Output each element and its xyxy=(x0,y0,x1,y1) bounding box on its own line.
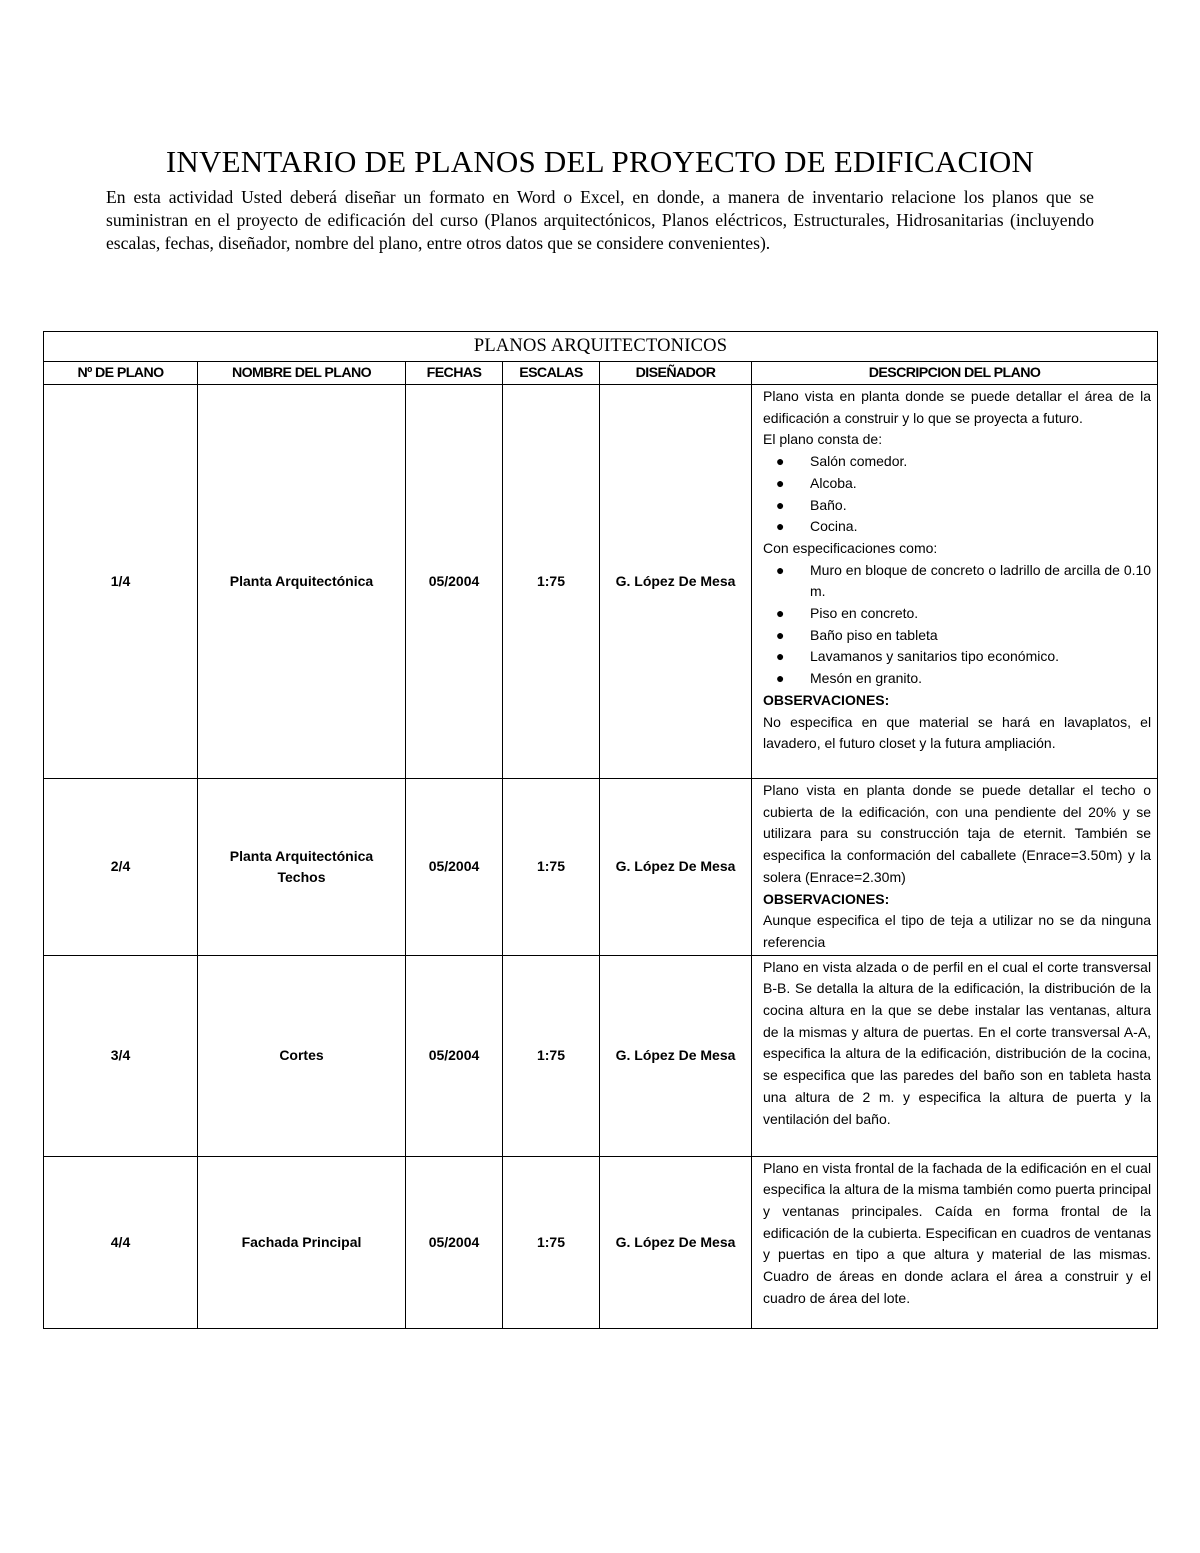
cell-disenador: G. López De Mesa xyxy=(600,385,752,779)
intro-paragraph: En esta actividad Usted deberá diseñar un formato en Word o Excel, en donde, a manera de inventario relacione los planos que se suministran en el proyecto de edificación del curso (Planos arquitectónicos, Planos eléctricos, Estructurales, Hidrosanitarias (incluyendo escalas, fechas, diseñador, nombre del plano, entre otros datos que se considere convenientes). xyxy=(106,187,1094,253)
nombre-line: Planta Arquitectónica xyxy=(229,847,374,864)
header-descripcion: DESCRIPCION DEL PLANO xyxy=(752,362,1158,385)
cell-nombre: Fachada Principal xyxy=(198,1156,406,1328)
cell-fecha: 05/2004 xyxy=(406,1156,503,1328)
desc-list-label: Con especificaciones como: xyxy=(763,539,938,556)
nombre-line: Techos xyxy=(277,868,326,885)
cell-nombre: Cortes xyxy=(198,955,406,1156)
cell-escala: 1:75 xyxy=(503,385,600,779)
cell-nombre: Planta Arquitectónica xyxy=(198,385,406,779)
desc-list xyxy=(763,451,1151,538)
cell-fecha: 05/2004 xyxy=(406,779,503,956)
bullet-icon: ● xyxy=(776,648,785,665)
bullet-icon: ● xyxy=(776,453,785,470)
desc-list-label: El plano consta de: xyxy=(763,431,883,448)
document-title: INVENTARIO DE PLANOS DEL PROYECTO DE EDIFICACION xyxy=(165,144,1035,179)
bullet-icon: ● xyxy=(776,496,785,513)
list-item: ● Mesón en granito. xyxy=(810,668,1151,690)
header-numero: Nº DE PLANO xyxy=(44,362,198,385)
header-escalas: ESCALAS xyxy=(503,362,600,385)
desc-intro: Plano en vista alzada o de perfil en el cual el corte transversal B-B. Se detalla la altura de la edificación, la distribución de la cocina altura en la que se debe instalar las ventanas, altura de la mismas y altura de puertas. En el corte transversal A-A, especifica la altura de la edificación, distribución de la cocina, se especifica que las paredes del baño son en tableta hasta una altura de 2 m. y especifica la altura de puerta y la ventilación del baño. xyxy=(763,958,1152,1127)
table-row xyxy=(44,385,1158,779)
list-item: ● Lavamanos y sanitarios tipo económico. xyxy=(810,646,1151,668)
header-row xyxy=(44,362,1158,385)
planos-table xyxy=(43,331,1158,1329)
table-row xyxy=(44,779,1158,956)
cell-descripcion xyxy=(752,955,1158,1156)
list-item: ● Alcoba. xyxy=(810,473,1151,495)
cell-fecha: 05/2004 xyxy=(406,385,503,779)
observaciones-label: OBSERVACIONES: xyxy=(763,691,890,708)
table-row xyxy=(44,955,1158,1156)
cell-nombre xyxy=(198,779,406,956)
list-item: ● Cocina. xyxy=(810,516,1151,538)
desc-intro: Plano vista en planta donde se puede detallar el techo o cubierta de la edificación, con una pendiente del 20% y se utilizara para su construcción taja de eternit. También se especifica la conformación del caballete (Enrace=3.50m) y la solera (Enrace=2.30m) xyxy=(763,782,1152,885)
list-item: ● Piso en concreto. xyxy=(810,603,1151,625)
header-fechas: FECHAS xyxy=(406,362,503,385)
list-item: ● Salón comedor. xyxy=(810,451,1151,473)
observaciones-label: OBSERVACIONES: xyxy=(763,890,890,907)
bullet-icon: ● xyxy=(776,474,785,491)
list-item: ● Baño. xyxy=(810,495,1151,517)
cell-escala: 1:75 xyxy=(503,1156,600,1328)
observaciones-text: No especifica en que material se hará en lavaplatos, el lavadero, el futuro closet y la futura ampliación. xyxy=(763,713,1152,752)
cell-numero: 3/4 xyxy=(44,955,198,1156)
observaciones-text: Aunque especifica el tipo de teja a utilizar no se da ninguna referencia xyxy=(763,912,1152,950)
cell-disenador: G. López De Mesa xyxy=(600,1156,752,1328)
header-nombre: NOMBRE DEL PLANO xyxy=(198,362,406,385)
cell-descripcion xyxy=(752,385,1158,779)
cell-escala: 1:75 xyxy=(503,955,600,1156)
cell-fecha: 05/2004 xyxy=(406,955,503,1156)
cell-numero: 4/4 xyxy=(44,1156,198,1328)
header-disenador: DISEÑADOR xyxy=(600,362,752,385)
table-row xyxy=(44,1156,1158,1328)
cell-escala: 1:75 xyxy=(503,779,600,956)
bullet-icon: ● xyxy=(776,518,785,535)
desc-intro: Plano en vista frontal de la fachada de la edificación en el cual especifica la altura de la misma también como puerta principal y ventanas principales. Caída en forma frontal de la edificación de la cubierta. Especifican en cuadros de ventanas y puertas en tipo a que altura y material de las mismas. Cuadro de áreas en donde aclara el área a construir y el cuadro de área del lote. xyxy=(763,1159,1152,1306)
cell-disenador: G. López De Mesa xyxy=(600,955,752,1156)
list-item: ● Baño piso en tableta xyxy=(810,625,1151,647)
cell-descripcion xyxy=(752,779,1158,956)
cell-disenador: G. López De Mesa xyxy=(600,779,752,956)
bullet-icon: ● xyxy=(776,626,785,643)
section-title: PLANOS ARQUITECTONICOS xyxy=(44,332,1158,362)
bullet-icon: ● xyxy=(776,561,785,578)
desc-intro: Plano vista en planta donde se puede detallar el área de la edificación a construir y lo que se proyecta a futuro. xyxy=(763,388,1152,426)
bullet-icon: ● xyxy=(776,605,785,622)
desc-list xyxy=(763,560,1151,690)
cell-descripcion xyxy=(752,1156,1158,1328)
list-item: ● Muro en bloque de concreto o ladrillo de arcilla de 0.10 m. xyxy=(776,561,1152,600)
bullet-icon: ● xyxy=(776,670,785,687)
cell-numero: 1/4 xyxy=(44,385,198,779)
cell-numero: 2/4 xyxy=(44,779,198,956)
